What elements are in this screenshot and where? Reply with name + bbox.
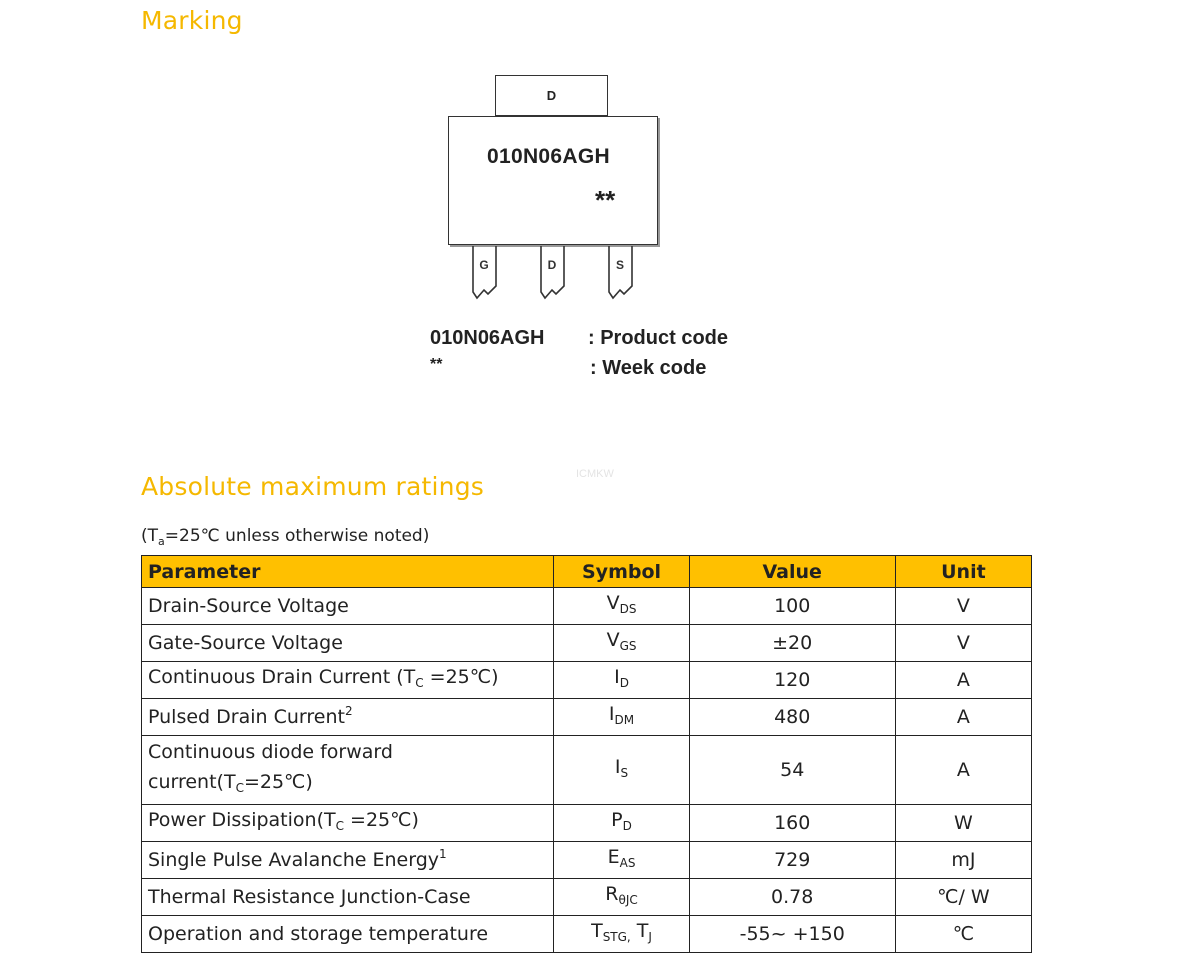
package-product-code: 010N06AGH: [487, 145, 610, 168]
pin-source-label: S: [615, 258, 624, 272]
value-cell: 100: [689, 588, 895, 625]
symbol-cell: $I_S$: [554, 736, 689, 805]
param-cell: Thermal Resistance Junction-Case: [142, 879, 554, 916]
table-row: [142, 805, 1032, 842]
header-symbol: Symbol: [554, 556, 689, 588]
legend-product-code-desc: : Product code: [588, 327, 729, 349]
param-cell: Gate-Source Voltage: [142, 625, 554, 662]
ratings-table: [141, 555, 1032, 953]
pin-drain-label: D: [547, 258, 557, 272]
symbol-cell: $V_{GS}$: [554, 625, 689, 662]
unit-cell: ℃/ W: [895, 879, 1031, 916]
table-row: [142, 588, 1032, 625]
symbol-cell: $I_D$: [554, 662, 689, 699]
legend-week-code-desc: : Week code: [590, 357, 707, 379]
value-cell: 160: [689, 805, 895, 842]
value-cell: -55~ +150: [689, 916, 895, 953]
marking-section-title: Marking: [141, 6, 243, 35]
unit-cell: ℃: [895, 916, 1031, 953]
symbol-cell: $R_{\theta JC}$: [554, 879, 689, 916]
value-cell: 480: [689, 699, 895, 736]
symbol-cell: $E_{AS}$: [554, 842, 689, 879]
ratings-section-title: Absolute maximum ratings: [141, 472, 485, 501]
pin-drain: [540, 246, 566, 298]
value-cell: ±20: [689, 625, 895, 662]
pin-source: [608, 246, 634, 298]
symbol-cell: $P_D$: [554, 805, 689, 842]
package-body: [448, 116, 658, 245]
value-cell: 729: [689, 842, 895, 879]
watermark: ICMKW: [576, 468, 614, 480]
unit-cell: mJ: [895, 842, 1031, 879]
table-header-row: [142, 556, 1032, 588]
unit-cell: W: [895, 805, 1031, 842]
package-tab: [495, 75, 608, 116]
header-value: Value: [689, 556, 895, 588]
table-row: [142, 662, 1032, 699]
symbol-cell: $T_{STG,}$ $T_J$: [554, 916, 689, 953]
param-cell: Continuous diode forward $current(T_C=25℃)$: [142, 736, 554, 805]
unit-cell: V: [895, 588, 1031, 625]
tab-pin-label: D: [546, 88, 557, 103]
param-cell: Operation and storage temperature: [142, 916, 554, 953]
pin-gate: [472, 246, 498, 298]
legend-product-code: 010N06AGH: [430, 327, 545, 349]
param-cell: Power $Dissipation(T_C$ =25℃): [142, 805, 554, 842]
package-week-marker: **: [595, 185, 616, 215]
pin-gate-label: G: [479, 258, 489, 272]
param-cell: Drain-Source Voltage: [142, 588, 554, 625]
unit-cell: A: [895, 662, 1031, 699]
legend-week-marker: **: [430, 356, 443, 373]
symbol-cell: $V_{DS}$: [554, 588, 689, 625]
symbol-cell: $I_{DM}$: [554, 699, 689, 736]
header-parameter: Parameter: [142, 556, 554, 588]
value-cell: 0.78: [689, 879, 895, 916]
table-row: [142, 736, 1032, 805]
table-row: [142, 842, 1032, 879]
table-row: [142, 699, 1032, 736]
header-unit: Unit: [895, 556, 1031, 588]
value-cell: 120: [689, 662, 895, 699]
unit-cell: V: [895, 625, 1031, 662]
param-cell: Single Pulse Avalanche Energy$^1$: [142, 842, 554, 879]
param-cell: Pulsed Drain Current$^2$: [142, 699, 554, 736]
param-cell: Continuous Drain Current ($T_C$ =25℃): [142, 662, 554, 699]
unit-cell: A: [895, 736, 1031, 805]
value-cell: 54: [689, 736, 895, 805]
table-row: [142, 916, 1032, 953]
table-row: [142, 879, 1032, 916]
table-row: [142, 625, 1032, 662]
conditions-note: ($T_a=25℃$ unless otherwise noted): [141, 526, 430, 548]
unit-cell: A: [895, 699, 1031, 736]
